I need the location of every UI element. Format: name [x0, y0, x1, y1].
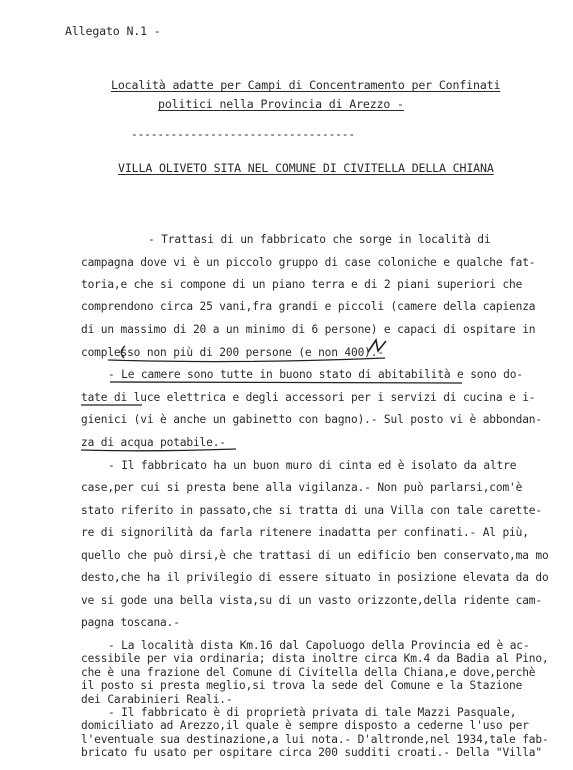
body-line: complesso non più di 200 persone (e non 400).-: [81, 346, 384, 359]
body-line: za di acqua potabile.-: [81, 436, 226, 449]
body-line: di un massimo di 20 a un minimo di 6 persone) e capaci di ospitare in: [81, 323, 536, 336]
body-line: che è una frazione del Comune di Civitella della Chiana,e dove,perchè: [81, 665, 536, 679]
body-line: pagna toscana.-: [81, 616, 180, 629]
body-line: ve si gode una bella vista,su di un vasto orizzonte,della ridente cam-: [81, 594, 542, 607]
body-line: l'eventuale sua destinazione,a lui nota.- D'altronde,nel 1934,tale fab-: [81, 732, 549, 746]
body-line: gienici (vi è anche un gabinetto con bagno).- Sul posto vi è abbondan-: [81, 413, 542, 426]
body-line: - Il fabbricato è di proprietà privata di tale Mazzi Pasquale,: [108, 705, 517, 719]
body-line: domiciliato ad Arezzo,il quale è sempre disposto a cederne l'uso per: [81, 719, 529, 733]
body-line: bricato fu usato per ospitare circa 200 sudditi croati.- Della "Villa": [81, 746, 542, 759]
body-line: stato riferito in passato,che si tratta di una Villa con tale carette-: [81, 504, 542, 517]
body-line: - Le camere sono tutte in buono stato di abitabilità e sono do-: [108, 368, 523, 381]
body-line: toria,e che si compone di un piano terra e di 2 piani superiori che: [81, 278, 523, 291]
body-line: quello che può dirsi,è che trattasi di un edificio ben conservato,ma mo: [81, 549, 549, 562]
body-line: - Il fabbricato ha un buon muro di cinta ed è isolato da altre: [108, 459, 517, 472]
body-line: - La località dista Km.16 dal Capoluogo della Provincia ed è ac-: [108, 639, 530, 652]
section-subtitle: VILLA OLIVETO SITA NEL COMUNE DI CIVITELLA DELLA CHIANA: [118, 161, 494, 175]
body-line: desto,che ha il privilegio di essere situato in posizione elevata da do: [81, 571, 549, 584]
body-line: re di signorilità da farla ritenere inadatta per confinati.- Al più,: [81, 526, 529, 539]
handwritten-underline: [110, 382, 462, 383]
document-title-line-1: Località adatte per Campi di Concentramento per Confinati: [111, 78, 501, 92]
body-line: case,per cui si presta bene alla vigilanza.- Non può parlarsi,com'è: [81, 481, 523, 494]
body-line: dei Carabinieri Reali.-: [81, 692, 233, 706]
separator-line: ----------------------------------: [131, 128, 355, 141]
document-title-line-2: politici nella Provincia di Arezzo -: [158, 97, 404, 111]
body-line: - Trattasi di un fabbricato che sorge in località di: [148, 233, 491, 246]
body-line: cessibile per via ordinaria; dista inoltre circa Km.4 da Badia al Pino,: [81, 652, 549, 666]
body-line: il posto si presta meglio,si trova la sede del Comune e la Stazione: [81, 679, 523, 693]
allegato-label: Allegato N.1 -: [65, 24, 161, 38]
body-line: tate di luce elettrica e degli accessori per i servizi di cucina e i-: [81, 391, 536, 404]
body-line: comprendono circa 25 vani,fra grandi e piccoli (camere della capienza: [81, 300, 536, 313]
body-line: campagna dove vi è un piccolo gruppo di case coloniche e qualche fat-: [81, 256, 536, 269]
